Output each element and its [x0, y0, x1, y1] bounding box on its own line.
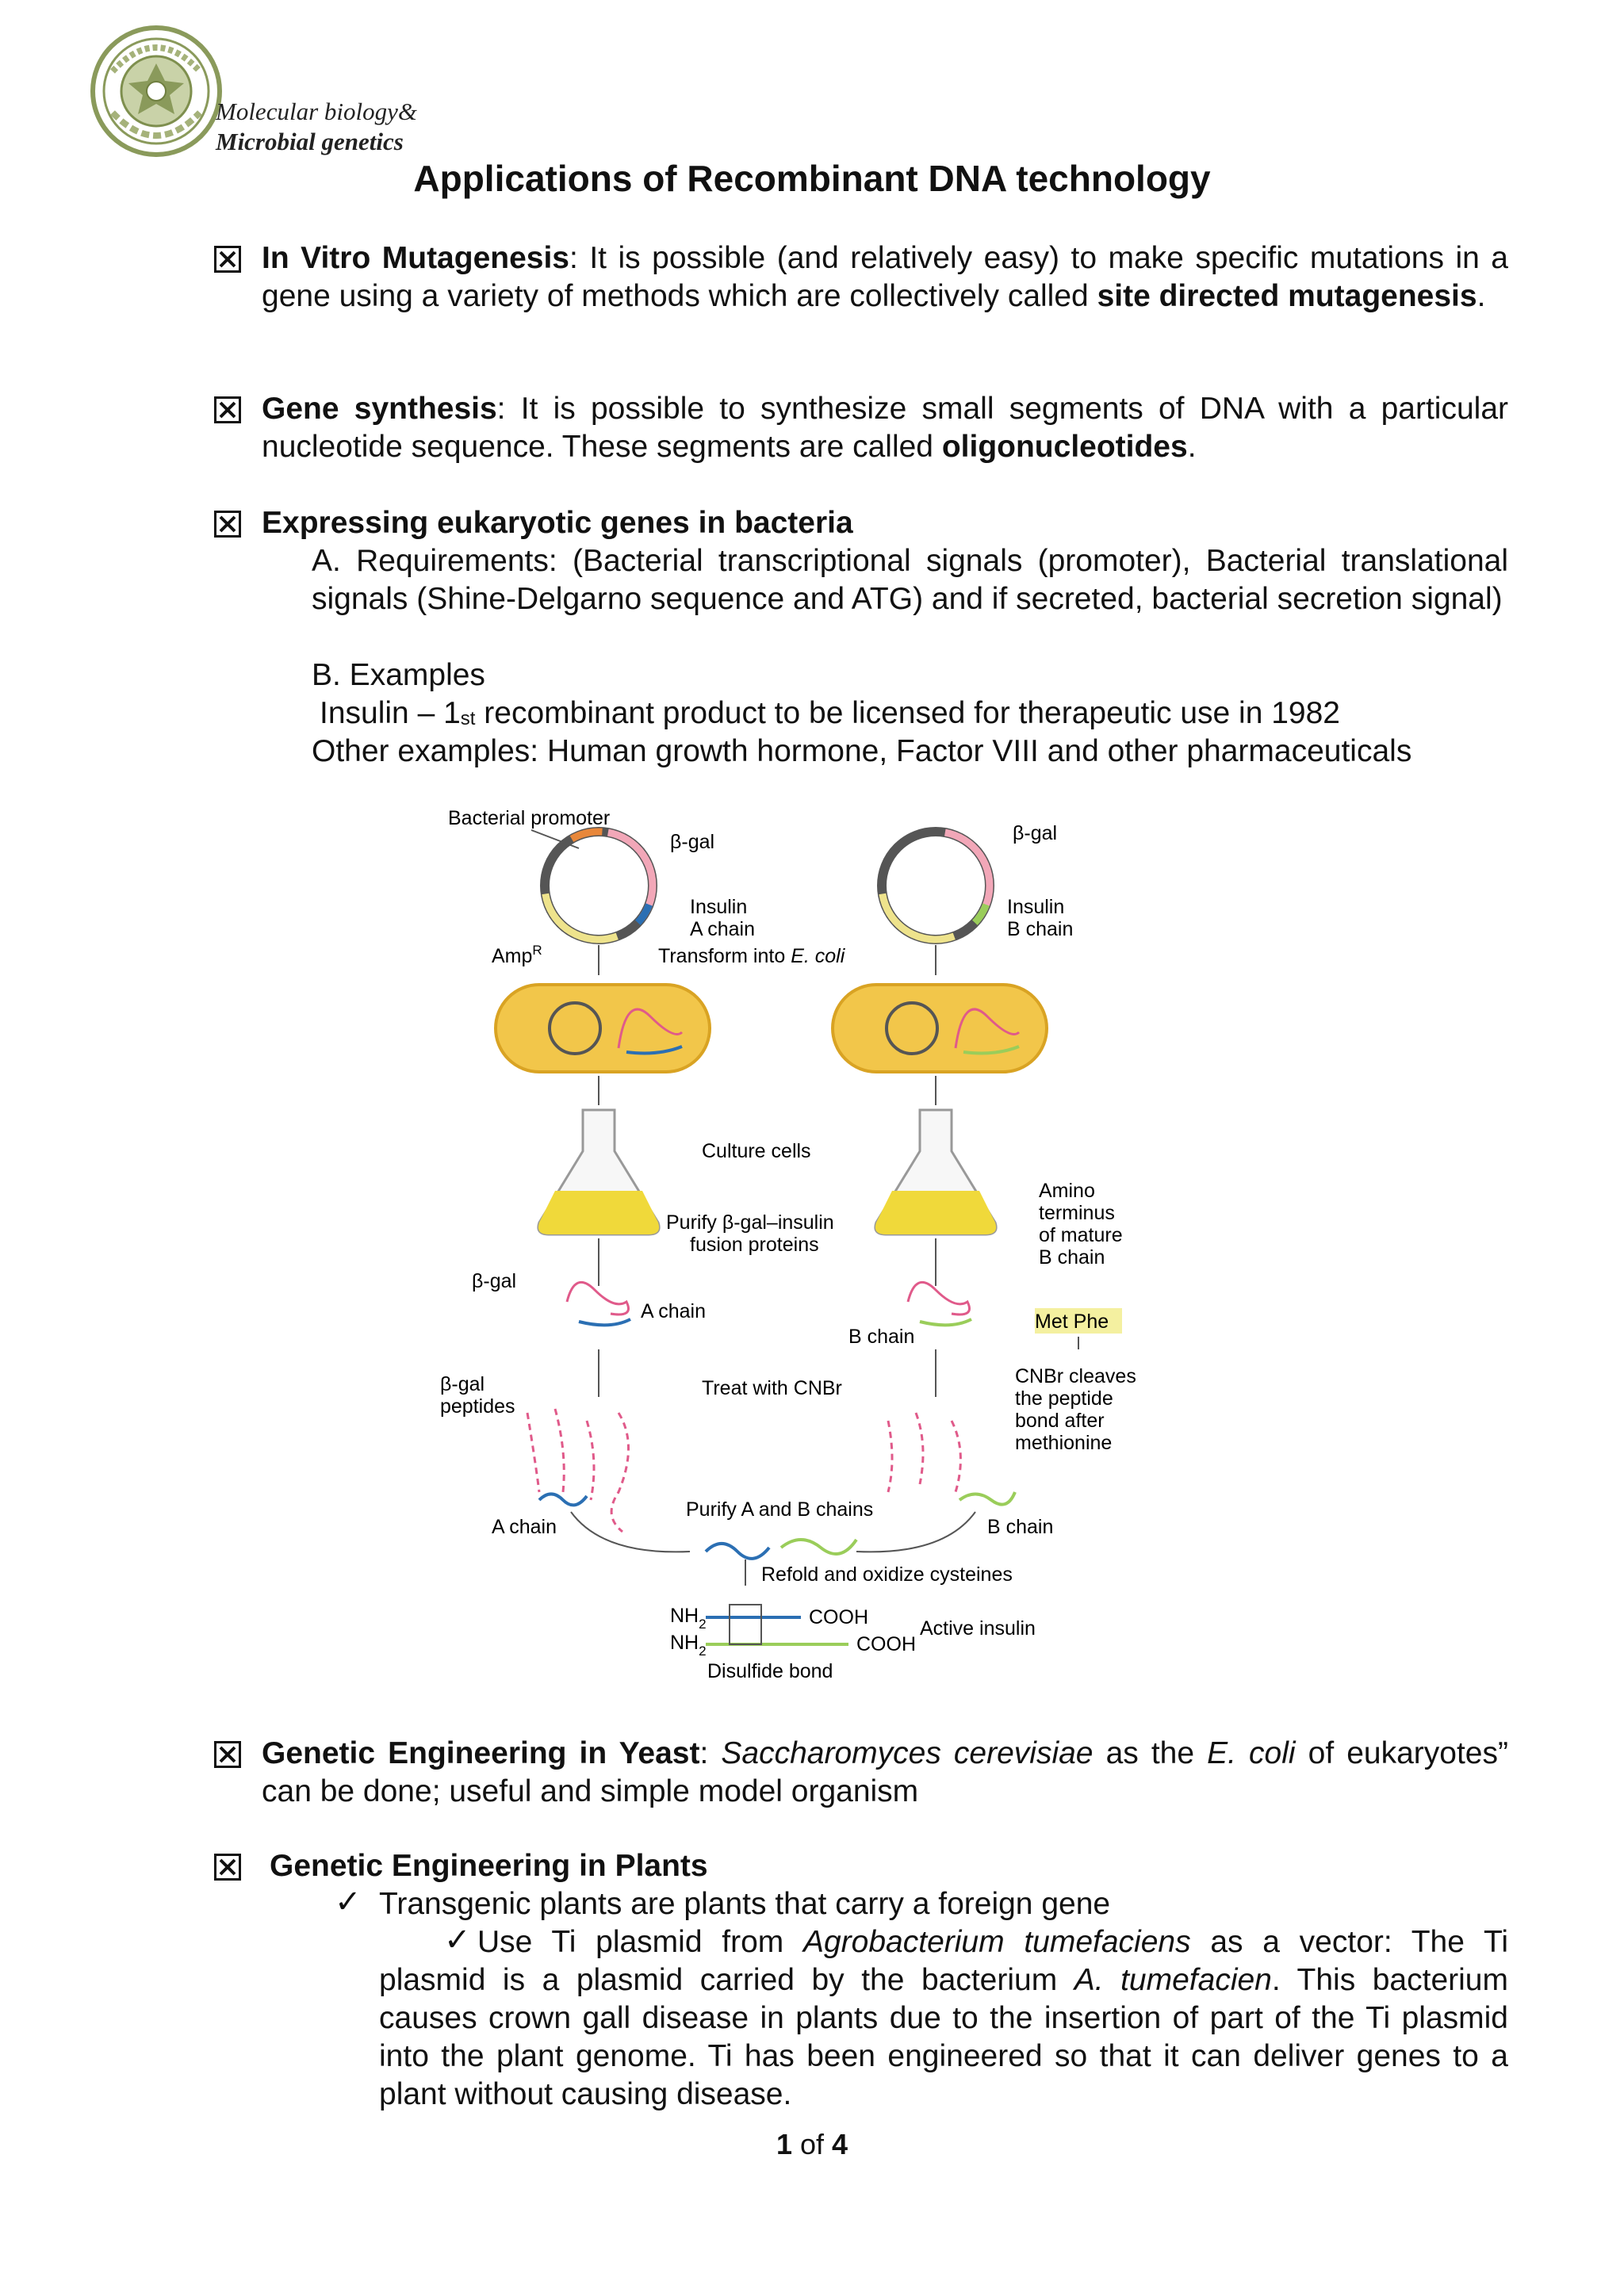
section-text: : It is possible to synthesize small segments of DNA with a particular nucleotide sequence. These segments are called	[262, 392, 1508, 464]
label-treat-cnbr: Treat with CNBr	[702, 1377, 842, 1399]
label-b-chain-fusion: B chain	[848, 1326, 915, 1348]
label-purify-ab: Purify A and B chains	[686, 1498, 874, 1521]
label-amino-2: terminus	[1039, 1202, 1115, 1224]
total-pages: 4	[832, 2128, 848, 2160]
section-text: .	[1187, 430, 1197, 464]
section-expressing-genes	[262, 504, 1508, 542]
label-cooh-b: COOH	[856, 1633, 916, 1655]
course-line-1: Molecular biology&	[216, 98, 417, 125]
label-nh2-b: $NH_2$	[670, 1632, 707, 1659]
section-text: of eukaryotes” can be done; useful and simple model organism	[262, 1736, 1508, 1808]
ti-text: . This bacterium causes crown gall disease in plants due to the insertion of part of the Ti plasmid into the plant genome. Ti has been engineered so that it can deliver genes to a plant without causing disease.	[379, 1963, 1508, 2111]
label-culture-cells: Culture cells	[702, 1140, 811, 1162]
section-yeast	[262, 1735, 1508, 1811]
species-name: Agrobacterium tumefaciens	[802, 1925, 1191, 1959]
other-examples: Other examples: Human growth hormone, Factor VIII and other pharmaceuticals	[312, 734, 1412, 768]
label-met-phe: Met Phe	[1035, 1311, 1109, 1333]
transgenic-text: Transgenic plants are plants that carry a foreign gene	[379, 1887, 1111, 1921]
checkbox-bullet-icon	[214, 511, 241, 538]
plasmid-a	[525, 812, 672, 959]
label-cnbr-2: the peptide	[1015, 1387, 1113, 1410]
checkmark-icon: ✓	[335, 1885, 362, 1919]
label-bacterial-promoter: Bacterial promoter	[448, 807, 611, 829]
label-insulin-a-chain: A chain	[690, 918, 756, 940]
label-ampr: Amp$^R$	[492, 943, 542, 967]
insulin-sup: st	[460, 708, 476, 729]
section-heading: Gene synthesis	[262, 392, 497, 426]
course-line-2: Microbial genetics	[216, 128, 404, 155]
label-bgal-peptides-1: β-gal	[440, 1373, 485, 1395]
section-text: as the	[1093, 1736, 1208, 1770]
label-amino-4: B chain	[1039, 1246, 1105, 1269]
examples-label: B. Examples	[312, 658, 485, 692]
current-page: 1	[776, 2128, 792, 2160]
requirements-text: A. Requirements: (Bacterial transcriptional signals (promoter), Bacterial translational signals (Shine-Delgarno sequence and ATG) and if secreted, bacterial secretion signal)	[312, 544, 1508, 616]
label-bgal-b: β-gal	[1013, 822, 1058, 844]
ti-text: as a vector: The Ti plasmid is a plasmid carried by the bacterium	[379, 1925, 1508, 1997]
section-in-vitro-mutagenesis	[262, 239, 1508, 316]
key-term: site directed mutagenesis	[1097, 279, 1477, 313]
section-heading: Genetic Engineering in Plants	[270, 1849, 708, 1883]
section-heading: Expressing eukaryotic genes in bacteria	[262, 506, 853, 540]
label-amino-3: of mature	[1039, 1224, 1123, 1246]
section-gene-synthesis	[262, 390, 1508, 466]
course-name	[216, 97, 417, 157]
insulin-text-rest: recombinant product to be licensed for therapeutic use in 1982	[475, 696, 1340, 730]
of-label: of	[799, 2128, 825, 2160]
label-refold: Refold and oxidize cysteines	[761, 1563, 1013, 1586]
insulin-text: Insulin – 1	[320, 696, 461, 730]
label-purify-fusion-1: Purify β-gal–insulin	[666, 1211, 834, 1234]
section-text: : It is possible (and relatively easy) to make specific mutations in a gene using a variety of methods which are collectively called	[262, 241, 1508, 313]
label-bgal-peptides-2: peptides	[440, 1395, 515, 1418]
label-insulin-b-chain: B chain	[1007, 918, 1074, 940]
ti-plasmid-text	[379, 1923, 1508, 2114]
label-bgal-a: β-gal	[670, 831, 715, 853]
checkbox-bullet-icon	[214, 1854, 241, 1881]
label-disulfide: Disulfide bond	[707, 1660, 833, 1682]
key-term: oligonucleotides	[941, 430, 1188, 464]
label-nh2-a: $NH_2$	[670, 1605, 707, 1632]
insulin-example	[320, 695, 1516, 738]
plasmid-b	[862, 812, 1009, 959]
species-name: E. coli	[1207, 1736, 1296, 1770]
label-cnbr-3: bond after	[1015, 1410, 1105, 1432]
university-seal-logo	[89, 24, 224, 159]
label-active-insulin: Active insulin	[920, 1617, 1036, 1640]
checkmark-icon: ✓	[444, 1923, 471, 1957]
checkbox-bullet-icon	[214, 1741, 241, 1768]
page-title: Applications of Recombinant DNA technology	[413, 158, 1211, 199]
checkbox-bullet-icon	[214, 246, 241, 273]
label-insulin-a: Insulin	[690, 896, 748, 918]
label-cooh-a: COOH	[809, 1606, 868, 1628]
label-bgal-fusion: β-gal	[472, 1270, 517, 1292]
label-cnbr-4: methionine	[1015, 1432, 1113, 1454]
label-a-chain-fusion: A chain	[641, 1300, 707, 1322]
label-purify-fusion-2: fusion proteins	[690, 1234, 819, 1256]
page-number	[0, 2128, 1624, 2161]
species-name: A. tumefacien	[1074, 1963, 1272, 1997]
label-amino-1: Amino	[1039, 1180, 1095, 1202]
section-plants	[270, 1847, 1516, 1885]
section-heading: In Vitro Mutagenesis	[262, 241, 569, 275]
label-insulin-b: Insulin	[1007, 896, 1065, 918]
label-transform: Transform into E. coli	[658, 945, 845, 967]
label-a-chain-final: A chain	[492, 1516, 557, 1538]
section-text: .	[1477, 279, 1486, 313]
species-name: Saccharomyces cerevisiae	[721, 1736, 1094, 1770]
section-heading: Genetic Engineering in Yeast	[262, 1736, 700, 1770]
label-cnbr-1: CNBr cleaves	[1015, 1365, 1136, 1387]
section-text: :	[699, 1736, 722, 1770]
ti-text: Use Ti plasmid from	[477, 1925, 803, 1959]
insulin-production-diagram	[428, 794, 1166, 1698]
label-b-chain-final: B chain	[987, 1516, 1054, 1538]
checkbox-bullet-icon	[214, 396, 241, 423]
